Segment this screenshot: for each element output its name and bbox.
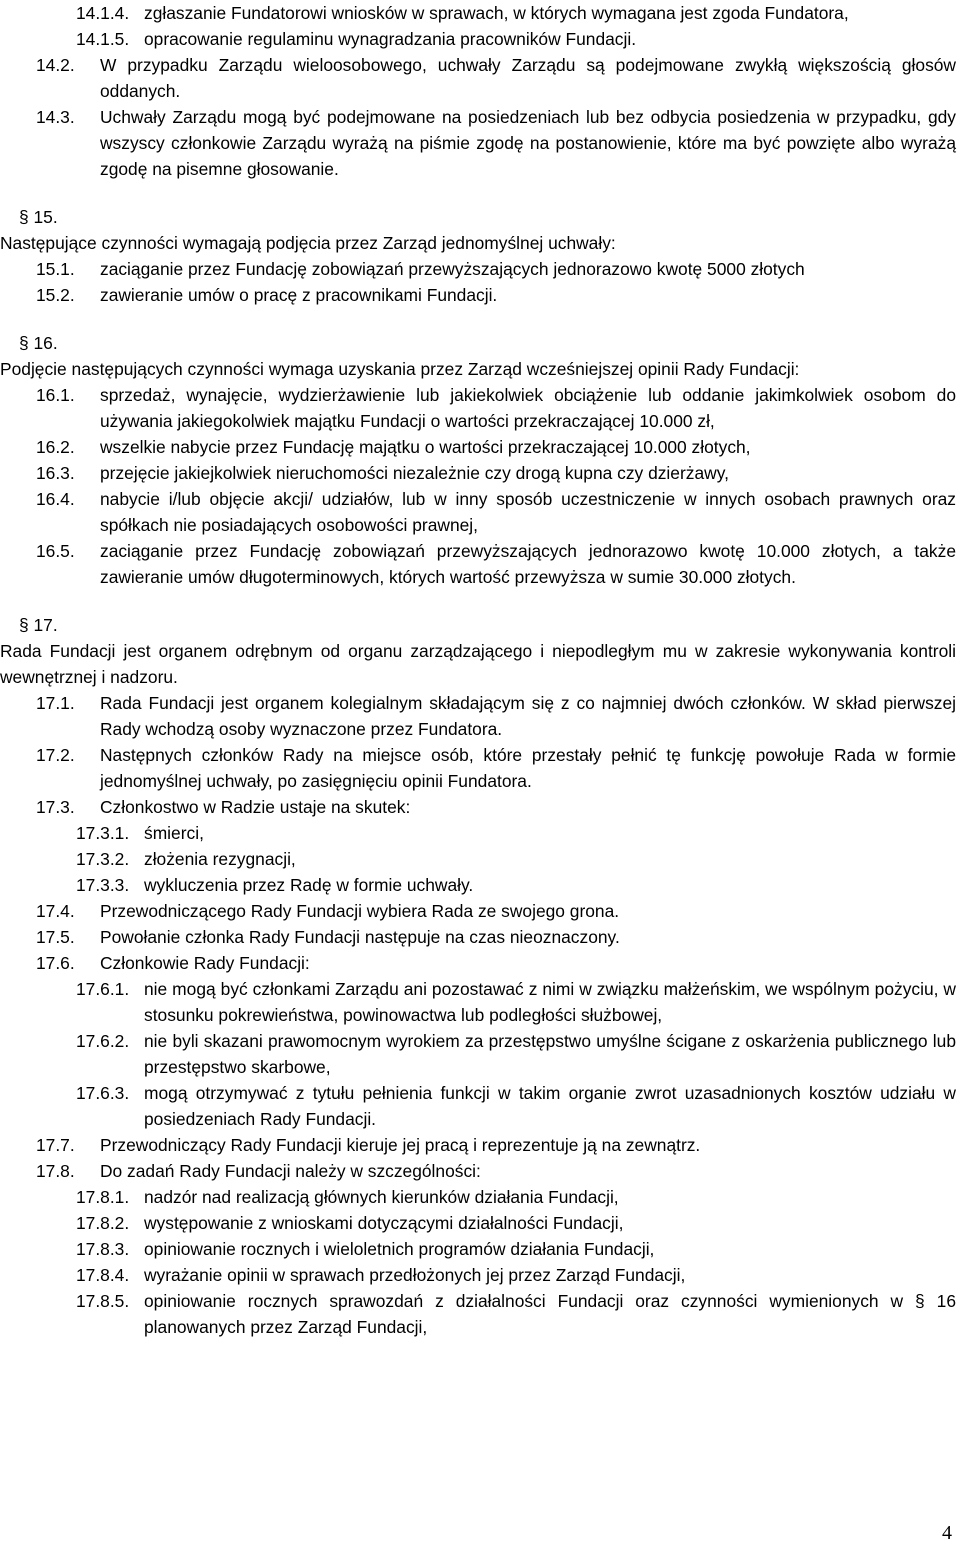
list-item	[0, 538, 960, 590]
item-text: Członkowie Rady Fundacji:	[100, 953, 310, 973]
item-text: zawieranie umów o pracę z pracownikami Fundacji.	[100, 285, 498, 305]
sub-list-item	[0, 1210, 960, 1236]
item-text: zaciąganie przez Fundację zobowiązań przewyższających jednorazowo kwotę 5000 złotych	[100, 259, 805, 279]
item-text: nadzór nad realizacją głównych kierunków działania Fundacji,	[144, 1187, 619, 1207]
item-text: występowanie z wnioskami dotyczącymi działalności Fundacji,	[144, 1213, 624, 1233]
item-text: Następnych członków Rady na miejsce osób, które przestały pełnić tę funkcję powołuje Rada w formie jednomyślnej uchwały, po zasięgnięciu opinii Fundatora.	[100, 745, 956, 791]
item-number: 14.3.	[36, 107, 75, 127]
item-number: 17.3.2.	[76, 849, 130, 869]
item-number: 17.5.	[36, 927, 75, 947]
list-item	[0, 104, 960, 182]
item-text: Przewodniczącego Rady Fundacji wybiera Rada ze swojego grona.	[100, 901, 620, 921]
sub-list-item	[0, 976, 960, 1028]
list-item	[0, 898, 960, 924]
item-number: 17.1.	[36, 693, 75, 713]
list-item	[0, 382, 960, 434]
list-item	[0, 434, 960, 460]
sub-list-item	[0, 26, 960, 52]
item-number: 14.2.	[36, 55, 75, 75]
item-number: 15.1.	[36, 259, 75, 279]
item-number: 17.6.2.	[76, 1031, 130, 1051]
item-text: sprzedaż, wynajęcie, wydzierżawienie lub jakiekolwiek obciążenie lub oddanie jakimkolwiek osobom do używania jakiegokolwiek majątku Fundacji o wartości przekraczającej 10.000 zł,	[100, 385, 956, 431]
item-text: opiniowanie rocznych sprawozdań z działalności Fundacji oraz czynności wymienionych w § 16 planowanych przez Zarząd Fundacji,	[144, 1291, 956, 1337]
item-number: 17.6.3.	[76, 1083, 130, 1103]
list-item	[0, 460, 960, 486]
list-item	[0, 1132, 960, 1158]
page-number: 4	[942, 1522, 952, 1544]
item-text: W przypadku Zarządu wieloosobowego, uchwały Zarządu są podejmowane zwykłą większością głosów oddanych.	[100, 55, 956, 101]
list-item	[0, 924, 960, 950]
item-number: 17.8.1.	[76, 1187, 130, 1207]
paragraph-gap	[0, 182, 960, 204]
item-text: nie byli skazani prawomocnym wyrokiem za przestępstwo umyślne ścigane z oskarżenia publicznego lub przestępstwo skarbowe,	[144, 1031, 956, 1077]
sub-list-item	[0, 0, 960, 26]
item-number: 14.1.5.	[76, 29, 130, 49]
list-item	[0, 950, 960, 976]
item-number: 17.8.4.	[76, 1265, 130, 1285]
list-item	[0, 256, 960, 282]
sub-list-item	[0, 1028, 960, 1080]
sub-list-item	[0, 1262, 960, 1288]
item-number: 17.8.2.	[76, 1213, 130, 1233]
list-item	[0, 742, 960, 794]
item-number: 15.2.	[36, 285, 75, 305]
item-text: złożenia rezygnacji,	[144, 849, 296, 869]
item-number: 17.4.	[36, 901, 75, 921]
sub-list-item	[0, 1288, 960, 1340]
sub-list-item	[0, 872, 960, 898]
section-heading: § 16.	[19, 333, 58, 353]
sub-list-item	[0, 1184, 960, 1210]
item-number: 16.2.	[36, 437, 75, 457]
item-text: Przewodniczący Rady Fundacji kieruje jej pracą i reprezentuje ją na zewnątrz.	[100, 1135, 701, 1155]
section-intro-paragraph: Rada Fundacji jest organem odrębnym od organu zarządzającego i niepodległym mu w zakresie wykonywania kontroli wewnętrznej i nadzoru.	[0, 641, 956, 687]
item-text: zgłaszanie Fundatorowi wniosków w sprawach, w których wymagana jest zgoda Fundatora,	[144, 3, 849, 23]
item-number: 16.1.	[36, 385, 75, 405]
item-text: opiniowanie rocznych i wieloletnich programów działania Fundacji,	[144, 1239, 655, 1259]
item-text: Do zadań Rady Fundacji należy w szczególności:	[100, 1161, 481, 1181]
item-text: Powołanie członka Rady Fundacji następuje na czas nieoznaczony.	[100, 927, 620, 947]
item-text: Rada Fundacji jest organem kolegialnym składającym się z co najmniej dwóch członków. W skład pierwszej Rady wchodzą osoby wyznaczone przez Fundatora.	[100, 693, 956, 739]
section-intro-paragraph: Następujące czynności wymagają podjęcia przez Zarząd jednomyślnej uchwały:	[0, 233, 616, 253]
paragraph-gap	[0, 590, 960, 612]
item-number: 16.5.	[36, 541, 75, 561]
list-item	[0, 52, 960, 104]
item-number: 17.7.	[36, 1135, 75, 1155]
item-number: 17.3.3.	[76, 875, 130, 895]
item-text: zaciąganie przez Fundację zobowiązań przewyższających jednorazowo kwotę 10.000 złotych, a także zawieranie umów długoterminowych, których wartość przewyższa w sumie 30.000 złotych.	[100, 541, 956, 587]
item-number: 17.8.5.	[76, 1291, 130, 1311]
item-number: 17.3.1.	[76, 823, 130, 843]
sub-list-item	[0, 1236, 960, 1262]
item-number: 17.3.	[36, 797, 75, 817]
list-item	[0, 486, 960, 538]
list-item	[0, 282, 960, 308]
item-number: 17.6.1.	[76, 979, 130, 999]
item-number: 17.8.3.	[76, 1239, 130, 1259]
sub-list-item	[0, 846, 960, 872]
item-text: Członkostwo w Radzie ustaje na skutek:	[100, 797, 411, 817]
item-text: wyrażanie opinii w sprawach przedłożonych jej przez Zarząd Fundacji,	[144, 1265, 686, 1285]
item-text: wykluczenia przez Radę w formie uchwały.	[144, 875, 474, 895]
item-text: nie mogą być członkami Zarządu ani pozostawać z nimi w związku małżeńskim, we wspólnym pożyciu, w stosunku pokrewieństwa, powinowactwa lub podległości służbowej,	[144, 979, 956, 1025]
list-item	[0, 690, 960, 742]
list-item	[0, 1158, 960, 1184]
item-number: 14.1.4.	[76, 3, 130, 23]
sub-list-item	[0, 1080, 960, 1132]
item-number: 16.3.	[36, 463, 75, 483]
item-text: mogą otrzymywać z tytułu pełnienia funkcji w takim organie zwrot uzasadnionych kosztów udziału w posiedzeniach Rady Fundacji.	[144, 1083, 956, 1129]
item-number: 17.2.	[36, 745, 75, 765]
section-intro-paragraph: Podjęcie następujących czynności wymaga uzyskania przez Zarząd wcześniejszej opinii Rady Fundacji:	[0, 359, 800, 379]
item-text: nabycie i/lub objęcie akcji/ udziałów, lub w inny sposób uczestniczenie w innych osobach prawnych oraz spółkach nie posiadających osobowości prawnej,	[100, 489, 956, 535]
paragraph-gap	[0, 308, 960, 330]
item-number: 16.4.	[36, 489, 75, 509]
item-text: śmierci,	[144, 823, 204, 843]
item-text: wszelkie nabycie przez Fundację majątku o wartości przekraczającej 10.000 złotych,	[100, 437, 751, 457]
item-text: opracowanie regulaminu wynagradzania pracowników Fundacji.	[144, 29, 637, 49]
list-item	[0, 794, 960, 820]
item-number: 17.6.	[36, 953, 75, 973]
sub-list-item	[0, 820, 960, 846]
section-heading: § 17.	[19, 615, 58, 635]
section-heading: § 15.	[19, 207, 58, 227]
item-text: Uchwały Zarządu mogą być podejmowane na posiedzeniach lub bez odbycia posiedzenia w przypadku, gdy wszyscy członkowie Zarządu wyrażą na piśmie zgodę na postanowienie, które ma być powzięte albo wyrażą zgodę na pisemne głosowanie.	[100, 107, 956, 179]
item-text: przejęcie jakiejkolwiek nieruchomości niezależnie czy drogą kupna czy dzierżawy,	[100, 463, 729, 483]
item-number: 17.8.	[36, 1161, 75, 1181]
